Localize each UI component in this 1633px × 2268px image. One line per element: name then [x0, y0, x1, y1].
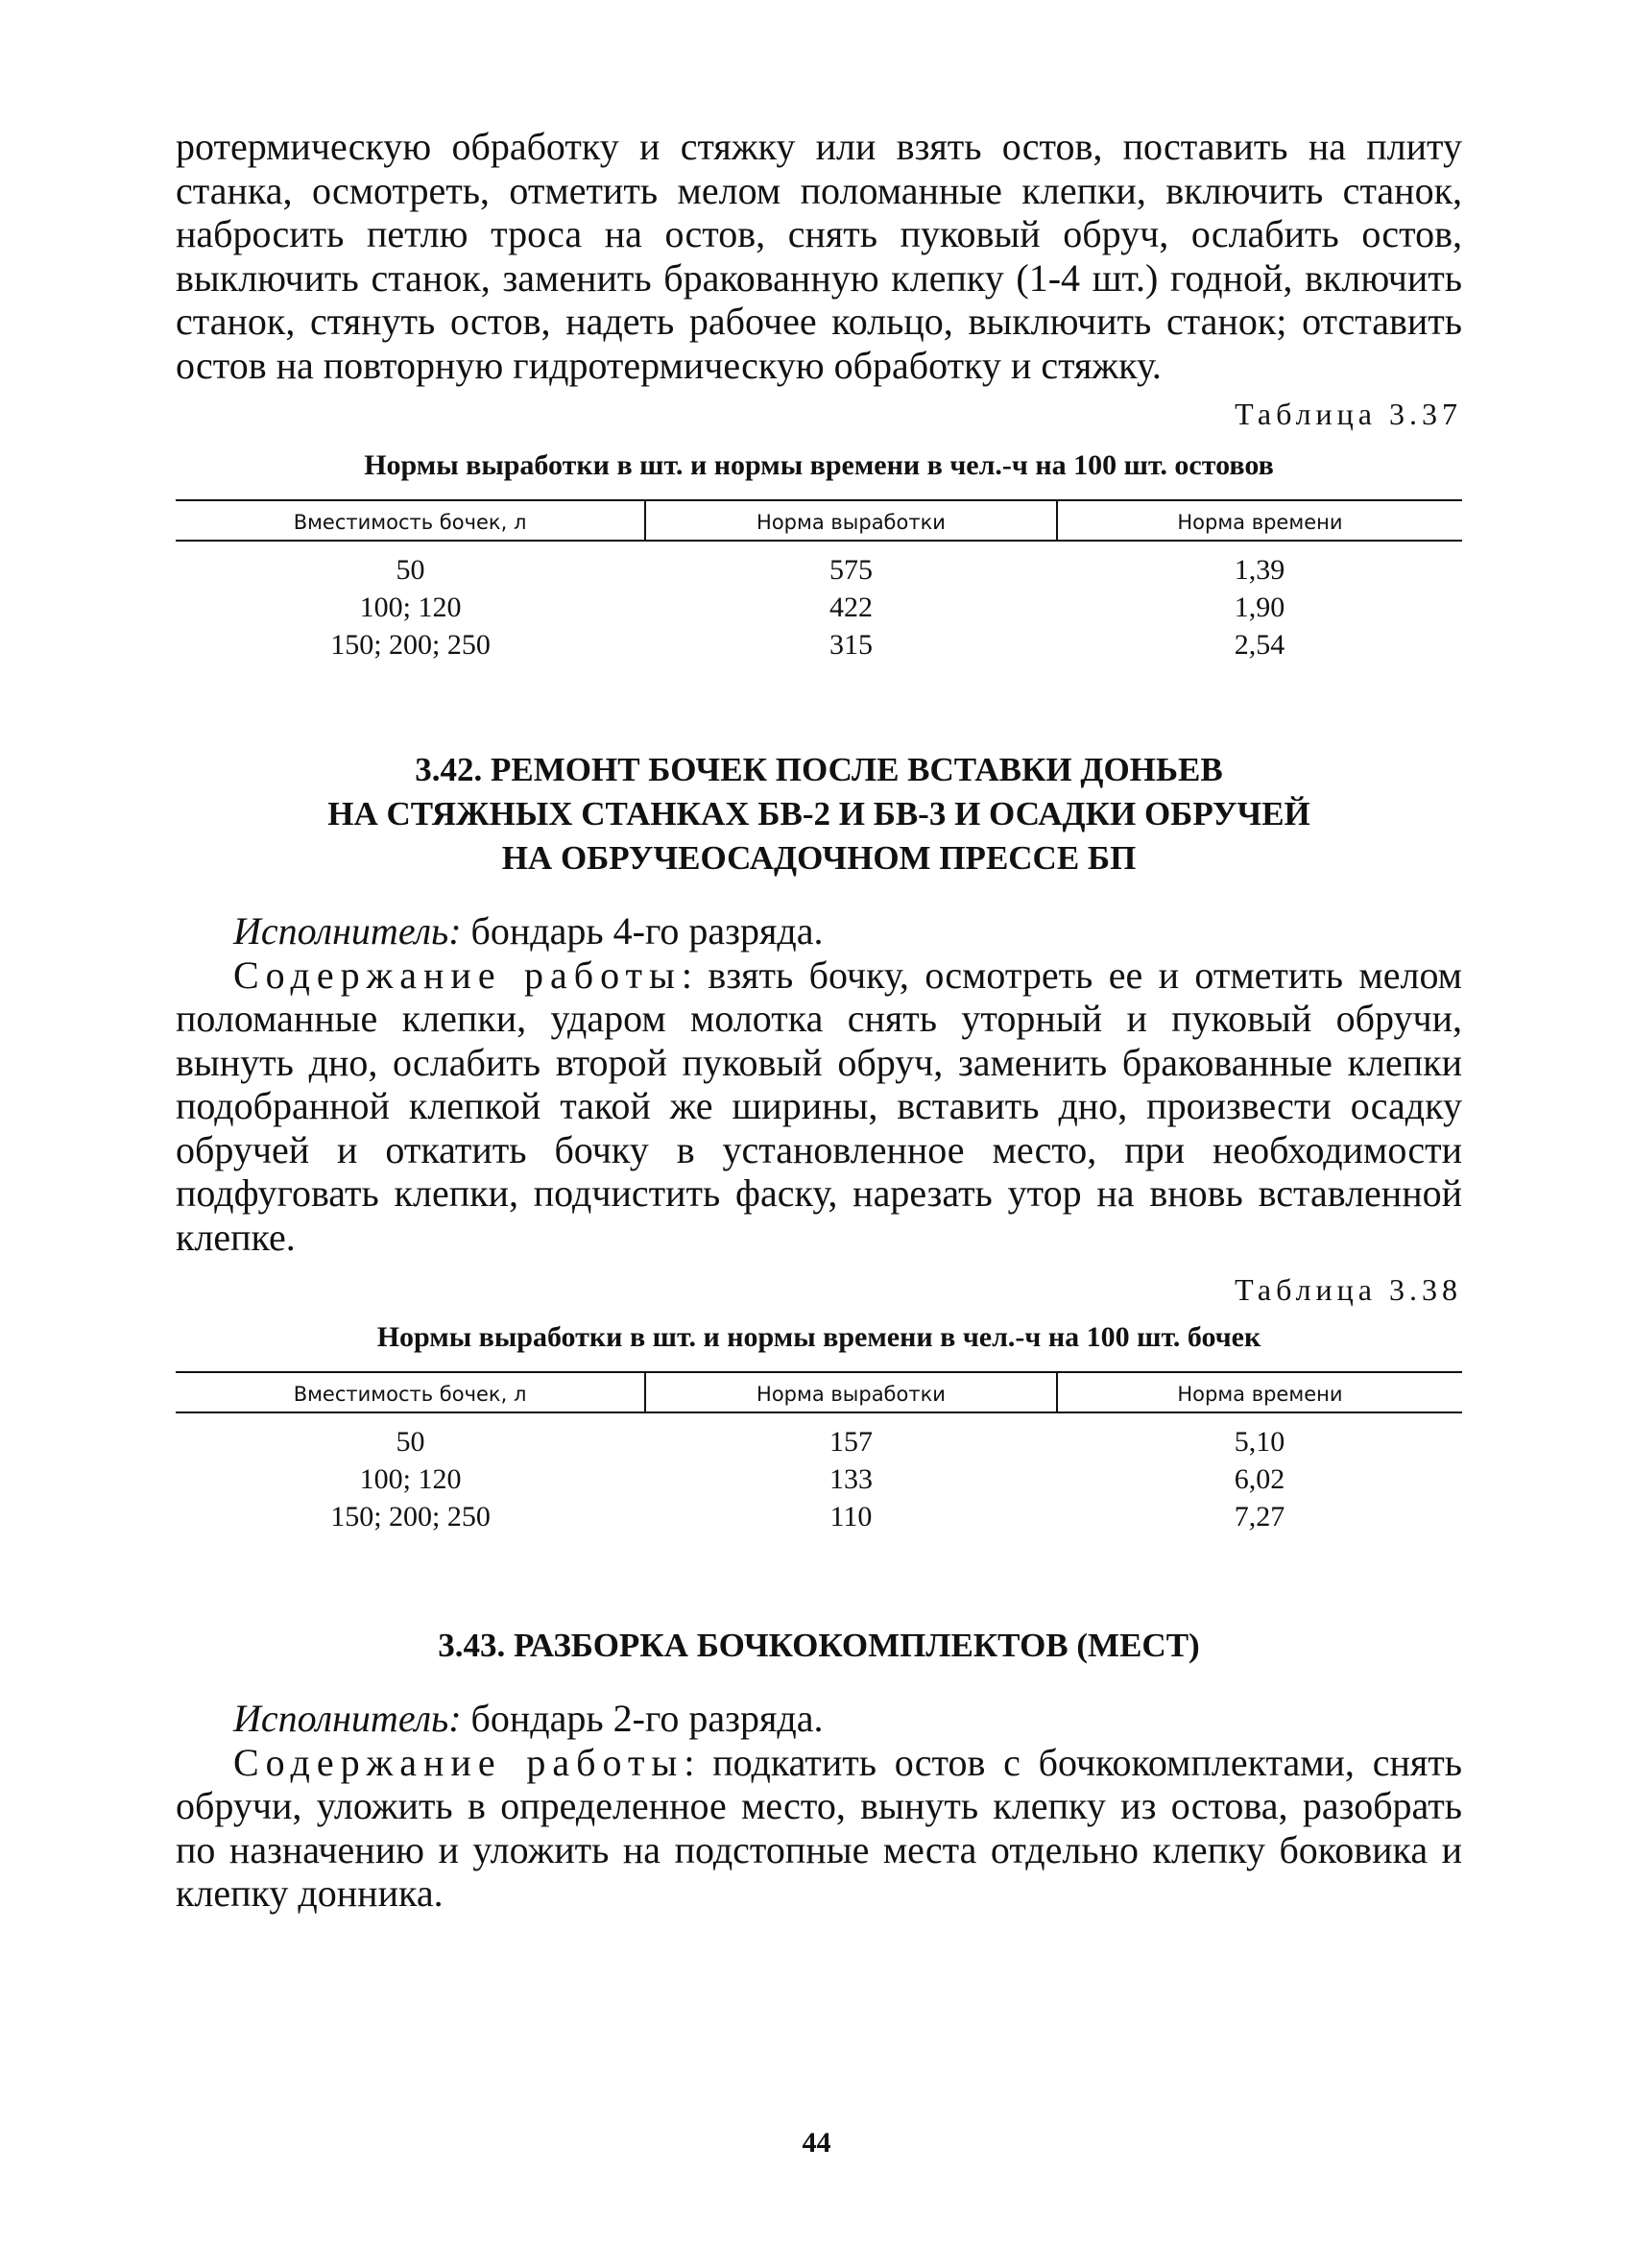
- header-output-norm: Норма выработки: [645, 1372, 1057, 1412]
- header-time-norm: Норма времени: [1057, 1372, 1462, 1412]
- executor-label: Исполнитель:: [233, 1697, 462, 1740]
- table-row: [176, 1498, 1462, 1535]
- section-342: [176, 748, 1462, 1259]
- table-row: [176, 626, 1462, 664]
- cell-output-norm: 575: [829, 554, 873, 586]
- table-header-row: [176, 1372, 1462, 1412]
- executor-label: Исполнитель:: [233, 909, 462, 953]
- table-header-row: [176, 500, 1462, 541]
- cell-capacity: 150; 200; 250: [330, 629, 491, 661]
- header-time-norm: Норма времени: [1057, 500, 1462, 541]
- cell-time-norm: 7,27: [1234, 1501, 1285, 1532]
- section-342-title-line-3: НА ОБРУЧЕОСАДОЧНОМ ПРЕССЕ БП: [501, 839, 1137, 877]
- header-capacity: Вместимость бочек, л: [176, 500, 645, 541]
- cell-capacity: 100; 120: [359, 1463, 462, 1495]
- cell-output-norm: 422: [829, 591, 873, 623]
- table-row: [176, 541, 1462, 589]
- content-label: Содержание работы: [233, 1740, 684, 1784]
- table-337-label: Таблица 3.37: [1235, 397, 1462, 431]
- content-text: : подкатить остов с бочкокомплектами, снять обручи, уложить в определенное место, вынуть клепку из остова, разобрать по назначению и уложить на подстопные места отдельно клепку боковика и клепку донника.: [176, 1740, 1462, 1915]
- section-343: [176, 1624, 1462, 1916]
- cell-output-norm: 315: [829, 629, 873, 661]
- table-338-title: Нормы выработки в шт. и нормы времени в чел.-ч на 100 шт. бочек: [376, 1321, 1261, 1353]
- table-338-label: Таблица 3.38: [1235, 1272, 1462, 1307]
- section-343-executor: [176, 1697, 1462, 1741]
- table-row: [176, 1412, 1462, 1460]
- header-output-norm: Норма выработки: [645, 500, 1057, 541]
- table-337-title: Нормы выработки в шт. и нормы времени в чел.-ч на 100 шт. остовов: [364, 449, 1274, 481]
- cell-capacity: 150; 200; 250: [330, 1501, 491, 1532]
- cell-time-norm: 1,39: [1234, 554, 1285, 586]
- executor-value: бондарь 2-го разряда.: [461, 1697, 824, 1740]
- section-342-executor: [176, 909, 1462, 953]
- cell-time-norm: 5,10: [1234, 1426, 1285, 1458]
- table-338: [176, 1371, 1462, 1535]
- section-342-title-line-1: 3.42. РЕМОНТ БОЧЕК ПОСЛЕ ВСТАВКИ ДОНЬЕВ: [415, 751, 1223, 788]
- section-343-title: 3.43. РАЗБОРКА БОЧКОКОМПЛЕКТОВ (МЕСТ): [438, 1627, 1200, 1664]
- cell-output-norm: 157: [829, 1426, 873, 1458]
- section-342-title-line-2: НА СТЯЖНЫХ СТАНКАХ БВ-2 И БВ-3 И ОСАДКИ ОБРУЧЕЙ: [327, 795, 1310, 832]
- section-342-content: [176, 953, 1462, 1260]
- content-label: Содержание работы: [233, 953, 682, 997]
- cell-time-norm: 6,02: [1234, 1463, 1285, 1495]
- table-row: [176, 1460, 1462, 1498]
- cell-output-norm: 110: [829, 1501, 873, 1532]
- cell-time-norm: 1,90: [1234, 591, 1285, 623]
- intro-paragraph: ротермическую обработку и стяжку или взять остов, поставить на плиту станка, осмотреть, отметить мелом поломанные клепки, включить станок, набросить петлю троса на остов, снять пуковый обруч, ослабить остов, выключить станок, заменить бракованную клепку (1-4 шт.) годной, включить станок, стянуть остов, надеть рабочее кольцо, выключить станок; отставить остов на повторную гидротермическую обработку и стяжку.: [176, 125, 1462, 387]
- page-content: [176, 125, 1462, 1916]
- cell-capacity: 100; 120: [359, 591, 462, 623]
- content-text: : взять бочку, осмотреть ее и отметить мелом поломанные клепки, ударом молотка снять уторный и пуковый обручи, вынуть дно, ослабить второй пуковый обруч, заменить бракованные клепки подобранной клепкой такой же ширины, вставить дно, произвести осадку обручей и откатить бочку в установленное место, при необходимости подфуговать клепки, подчистить фаску, нарезать утор на вновь вставленной клепке.: [176, 953, 1462, 1259]
- cell-capacity: 50: [396, 554, 425, 586]
- cell-output-norm: 133: [829, 1463, 873, 1495]
- page-number: 44: [802, 2127, 831, 2159]
- cell-capacity: 50: [396, 1426, 425, 1458]
- executor-value: бондарь 4-го разряда.: [461, 909, 824, 953]
- header-capacity: Вместимость бочек, л: [176, 1372, 645, 1412]
- table-337: [176, 499, 1462, 664]
- section-343-content: [176, 1741, 1462, 1916]
- table-row: [176, 589, 1462, 626]
- cell-time-norm: 2,54: [1234, 629, 1285, 661]
